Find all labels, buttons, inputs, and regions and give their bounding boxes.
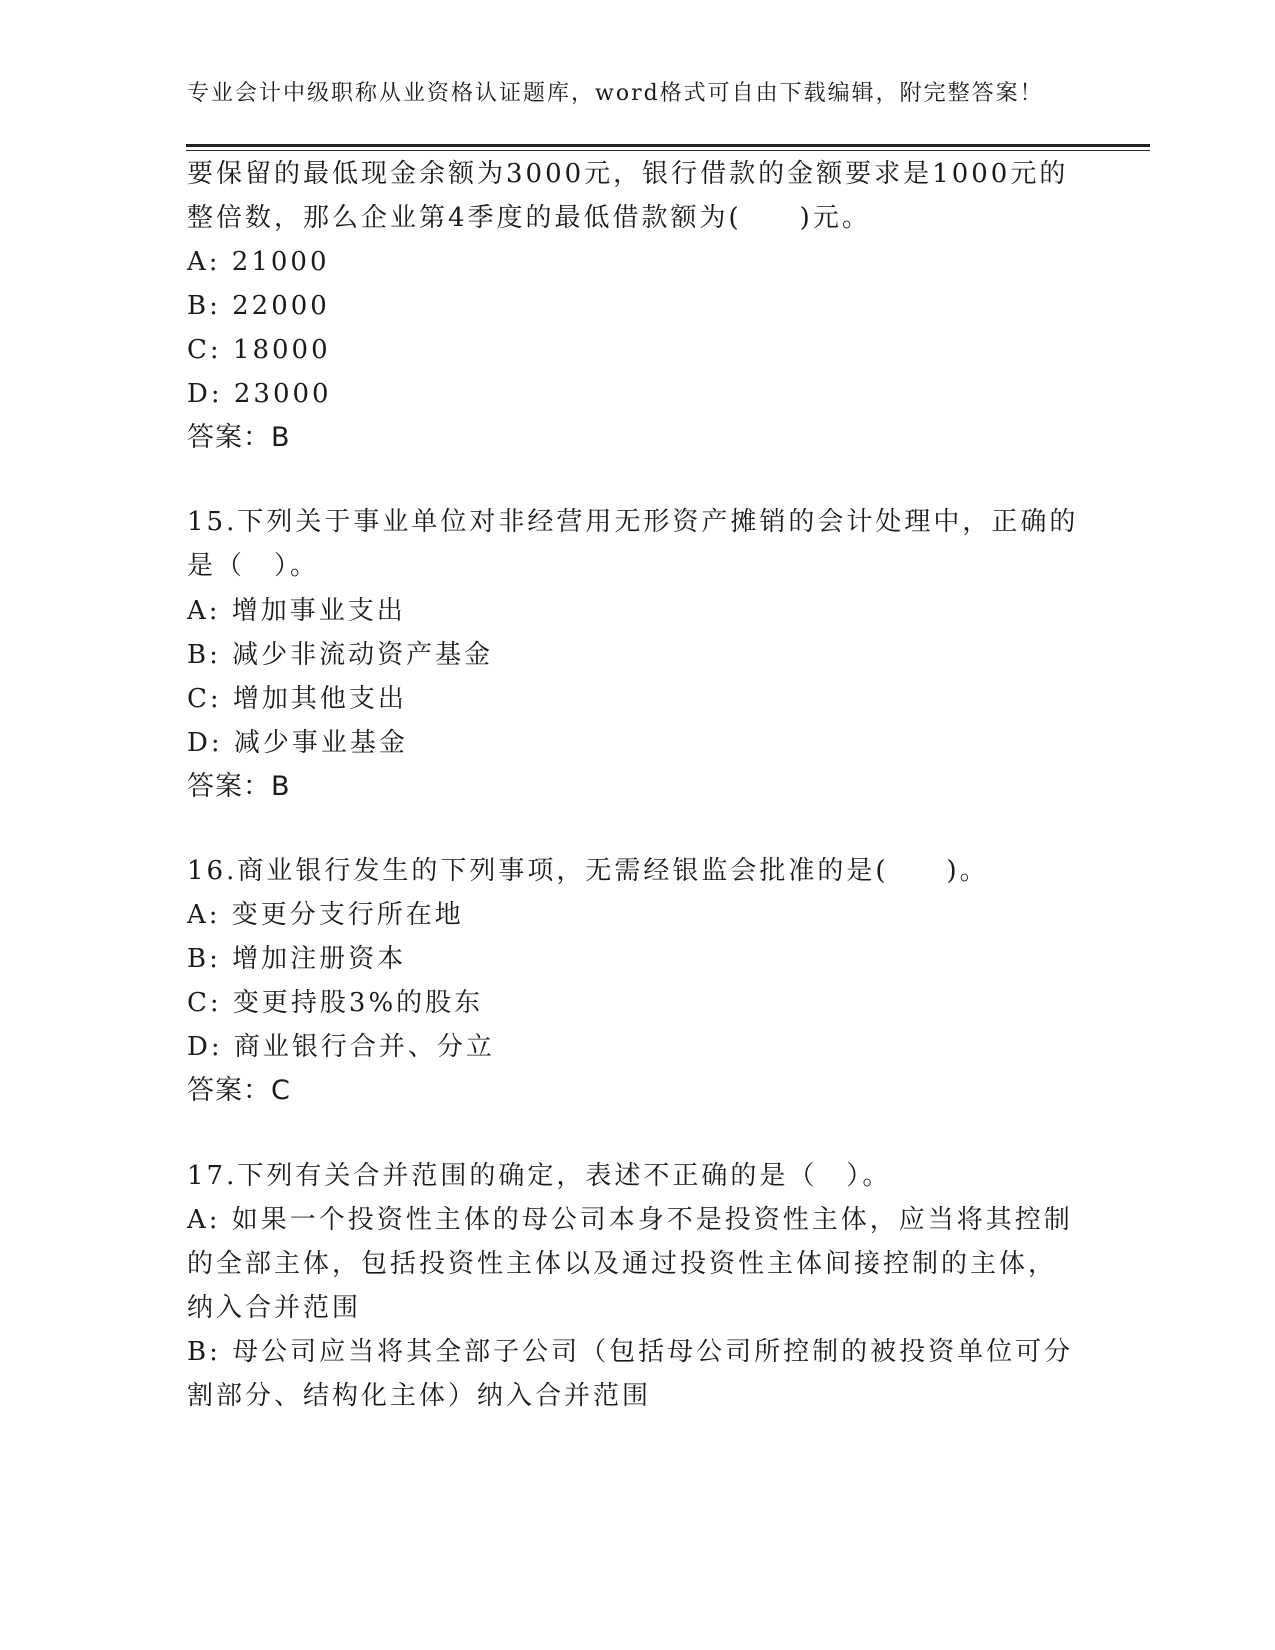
q16-option-d: D: 商业银行合并、分立 [187, 1032, 495, 1062]
q14-option-b: B: 22000 [187, 291, 330, 321]
q15-answer: 答案：B [187, 771, 291, 802]
q15-stem-line-1: 15.下列关于事业单位对非经营用无形资产摊销的会计处理中，正确的 [187, 507, 1079, 537]
q16-stem-line-1: 16.商业银行发生的下列事项，无需经银监会批准的是( )。 [187, 856, 989, 886]
q15-stem-line-2: 是（ ）。 [187, 551, 320, 581]
q17-option-b-line-1: B: 母公司应当将其全部子公司（包括母公司所控制的被投资单位可分 [187, 1337, 1074, 1367]
q16-option-a: A: 变更分支行所在地 [187, 900, 464, 930]
q16-option-c: C: 变更持股3%的股东 [187, 988, 484, 1018]
q14-option-a: A: 21000 [187, 247, 330, 277]
header-rule-thick [186, 144, 1150, 147]
q17-option-b-line-2: 割部分、结构化主体）纳入合并范围 [187, 1381, 652, 1411]
q17-stem-line-1: 17.下列有关合并范围的确定，表述不正确的是（ ）。 [187, 1161, 892, 1191]
q17-option-a-line-1: A: 如果一个投资性主体的母公司本身不是投资性主体，应当将其控制 [187, 1205, 1073, 1235]
q15-option-c: C: 增加其他支出 [187, 684, 407, 714]
header-rule-thin [186, 150, 1150, 151]
q15-option-b: B: 减少非流动资产基金 [187, 640, 494, 670]
q17-option-a-line-3: 纳入合并范围 [187, 1293, 362, 1323]
q17-option-a-line-2: 的全部主体，包括投资性主体以及通过投资性主体间接控制的主体， [187, 1249, 1058, 1279]
q14-option-d: D: 23000 [187, 379, 332, 409]
q14-option-c: C: 18000 [187, 335, 331, 365]
q14-stem-line-1: 要保留的最低现金余额为3000元，银行借款的金额要求是1000元的 [187, 159, 1069, 189]
q15-option-d: D: 减少事业基金 [187, 728, 408, 758]
q16-answer: 答案：C [187, 1075, 291, 1106]
q15-option-a: A: 增加事业支出 [187, 596, 406, 626]
q14-stem-line-2: 整倍数，那么企业第4季度的最低借款额为( )元。 [187, 203, 871, 233]
page-header: 专业会计中级职称从业资格认证题库，word格式可自由下载编辑，附完整答案！ [187, 81, 1044, 106]
q14-answer: 答案：B [187, 422, 291, 453]
q16-option-b: B: 增加注册资本 [187, 944, 407, 974]
